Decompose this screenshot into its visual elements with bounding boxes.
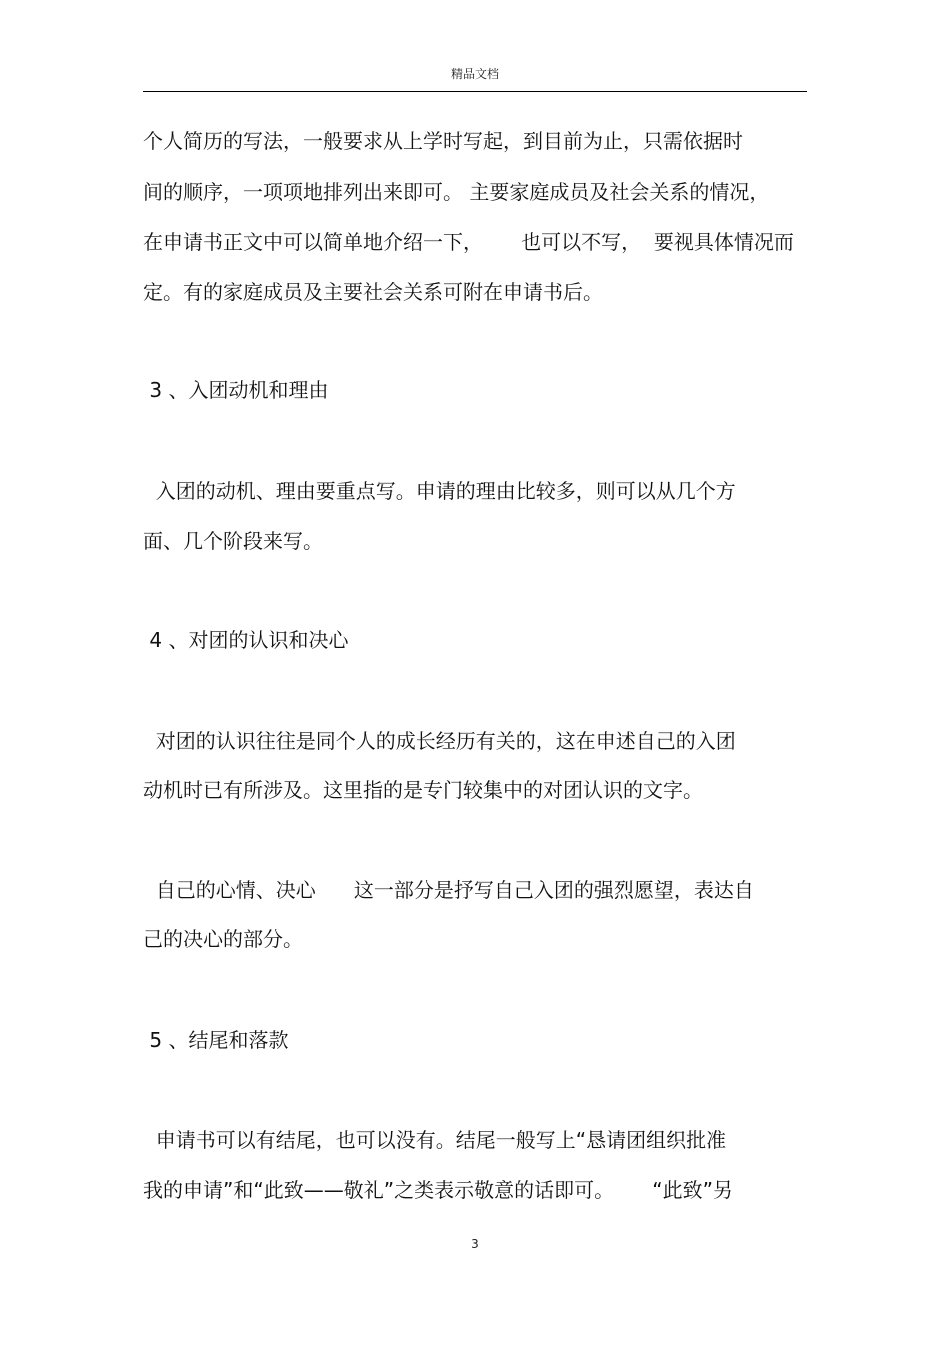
- body-line: 己的决心的部分。: [143, 927, 303, 951]
- body-line: 定。有的家庭成员及主要社会关系可附在申请书后。: [143, 280, 603, 304]
- body-line: 个人简历的写法，一般要求从上学时写起，到目前为止，只需依据时: [143, 129, 743, 153]
- body-line: 面、几个阶段来写。: [143, 529, 323, 553]
- body-line: 我的申请”和“此致——敬礼”之类表示敬意的话即可。 “此致”另: [143, 1178, 733, 1202]
- body-line: 申请书可以有结尾，也可以没有。结尾一般写上“恳请团组织批准: [143, 1128, 727, 1152]
- header-title: 精品文档: [450, 67, 499, 81]
- body-line: 在申请书正文中可以简单地介绍一下， 也可以不写， 要视具体情况而: [143, 230, 794, 254]
- body-line: 入团的动机、理由要重点写。申请的理由比较多，则可以从几个方: [143, 479, 736, 503]
- body-line: 动机时已有所涉及。这里指的是专门较集中的对团认识的文字。: [143, 778, 703, 802]
- body-line: 自己的心情、决心 这一部分是抒写自己入团的强烈愿望，表达自: [143, 878, 754, 902]
- header-divider: [143, 91, 807, 92]
- section-heading: 4 、对团的认识和决心: [143, 628, 349, 652]
- page-number: 3: [471, 1237, 479, 1251]
- section-heading: 5 、结尾和落款: [143, 1028, 289, 1052]
- section-heading: 3 、入团动机和理由: [143, 378, 329, 402]
- body-line: 对团的认识往往是同个人的成长经历有关的，这在申述自己的入团: [143, 729, 736, 753]
- body-line: 间的顺序，一项项地排列出来即可。 主要家庭成员及社会关系的情况，: [143, 180, 770, 204]
